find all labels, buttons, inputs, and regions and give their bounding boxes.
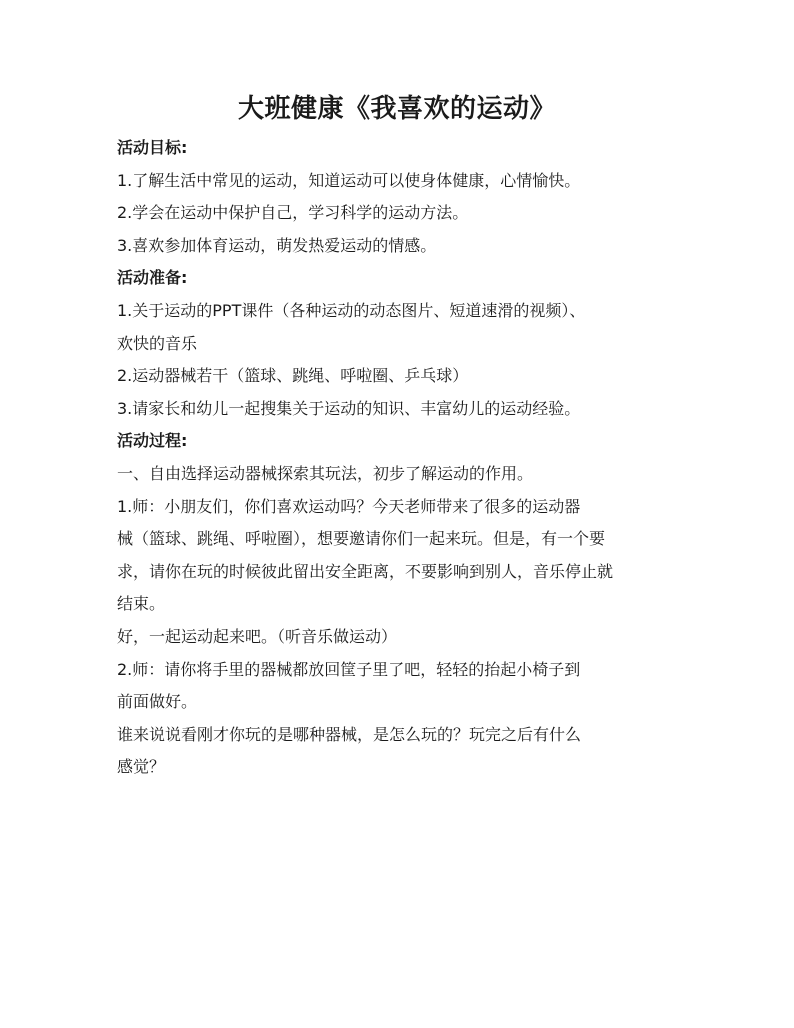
text-line: 1.关于运动的PPT课件（各种运动的动态图片、短道速滑的视频）、 [117,300,586,320]
section-heading: 活动目标: [117,138,188,157]
text-line: 前面做好。 [117,692,198,712]
section-heading: 活动准备: [117,268,188,288]
text-line: 械（篮球、跳绳、呼啦圈），想要邀请你们一起来玩。但是，有一个要 [117,529,606,549]
section-heading: 活动过程: [117,431,188,451]
text-line: 谁来说说看刚才你玩的是哪种器械，是怎么玩的？玩完之后有什么 [117,724,582,744]
text-line: 2.运动器械若干（篮球、跳绳、呼啦圈、乒乓球） [117,366,469,386]
text-line: 1.了解生活中常见的运动，知道运动可以使身体健康，心情愉快。 [117,170,581,190]
text-line: 感觉？ [117,757,166,777]
text-line: 3.喜欢参加体育运动，萌发热爱运动的情感。 [117,235,437,255]
text-line: 3.请家长和幼儿一起搜集关于运动的知识、丰富幼儿的运动经验。 [117,398,581,418]
document-title: 大班健康《我喜欢的运动》 [237,94,556,124]
text-line: 一、自由选择运动器械探索其玩法，初步了解运动的作用。 [117,463,534,483]
text-line: 好，一起运动起来吧。（听音乐做运动） [117,626,398,646]
document-body [117,132,717,784]
text-line: 结束。 [117,594,166,614]
text-line: 欢快的音乐 [117,333,198,353]
text-line: 2.师：请你将手里的器械都放回筐子里了吧，轻轻的抬起小椅子到 [117,659,581,679]
text-line: 1.师：小朋友们，你们喜欢运动吗？今天老师带来了很多的运动器 [117,496,581,516]
text-line: 2.学会在运动中保护自己，学习科学的运动方法。 [117,203,469,223]
text-line: 求，请你在玩的时候彼此留出安全距离，不要影响到别人，音乐停止就 [117,561,614,581]
